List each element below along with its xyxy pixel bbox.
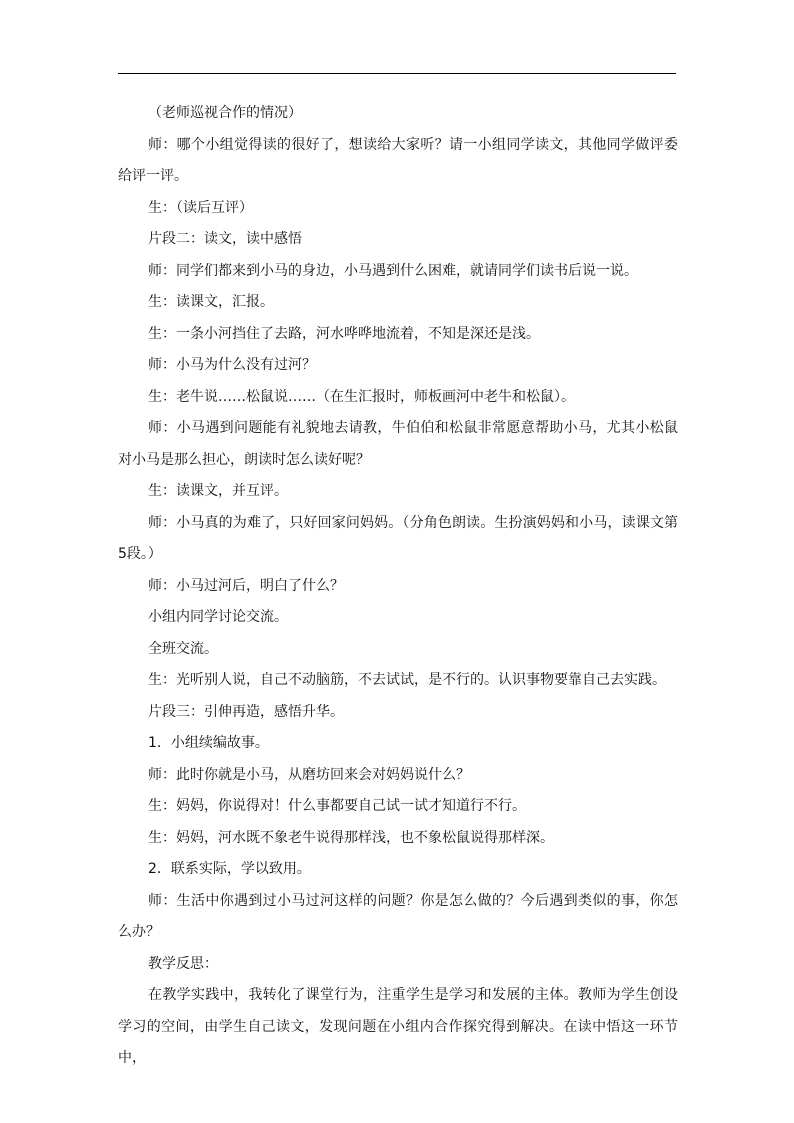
paragraph: 生：老牛说……松鼠说……（在生汇报时，师板画河中老牛和松鼠）。	[148, 388, 575, 405]
paragraph: 生：一条小河挡住了去路，河水哗哗地流着，不知是深还是浅。	[148, 325, 540, 342]
paragraph: 师：此时你就是小马，从磨坊回来会对妈妈说什么？	[148, 766, 470, 783]
paragraph: 全班交流。	[148, 640, 218, 657]
paragraph: 师：哪个小组觉得读的很好了，想读给大家听？请一小组同学读文，其他同学做评委给评一评。	[118, 136, 678, 184]
paragraph: 师：小马过河后，明白了什么？	[148, 577, 344, 594]
paragraph: 师：小马遇到问题能有礼貌地去请教，牛伯伯和松鼠非常愿意帮助小马，尤其小松鼠对小马是那么担心，朗读时怎么读好呢？	[118, 420, 678, 468]
document-body	[118, 98, 678, 1075]
paragraph: 片段三：引伸再造，感悟升华。	[148, 703, 344, 720]
paragraph: 师：小马为什么没有过河？	[148, 357, 316, 373]
paragraph: 生：（读后互评）	[148, 199, 253, 216]
header-rule	[118, 73, 676, 74]
paragraph: 小组内同学讨论交流。	[148, 609, 288, 625]
paragraph: 师：生活中你遇到过小马过河这样的问题？你是怎么做的？今后遇到类似的事，你怎么办？	[118, 892, 678, 940]
paragraph: （老师巡视合作的情况）	[148, 105, 302, 121]
paragraph: 生：读课文，并互评。	[148, 483, 288, 499]
paragraph: 在教学实践中，我转化了课堂行为，注重学生是学习和发展的主体。教师为学生创设学习的空间，由学生自己读文，发现问题在小组内合作探究得到解决。在读中悟这一环节中，	[118, 987, 678, 1066]
paragraph: 教学反思：	[148, 955, 218, 972]
paragraph: 2．联系实际，学以致用。	[148, 861, 311, 877]
paragraph: 生：妈妈，河水既不象老牛说得那样浅，也不象松鼠说得那样深。	[148, 829, 554, 846]
paragraph: 1．小组续编故事。	[148, 735, 269, 751]
paragraph: 师：同学们都来到小马的身边，小马遇到什么困难，就请同学们读书后说一说。	[148, 262, 638, 279]
paragraph: 师：小马真的为难了，只好回家问妈妈。（分角色朗读。生扮演妈妈和小马，读课文第5段。）	[118, 514, 678, 562]
paragraph: 生：光听别人说，自己不动脑筋，不去试试，是不行的。认识事物要靠自己去实践。	[148, 672, 666, 688]
paragraph: 生：读课文，汇报。	[148, 294, 274, 310]
paragraph: 片段二：读文，读中感悟	[148, 231, 302, 247]
paragraph: 生：妈妈，你说得对！什么事都要自己试一试才知道行不行。	[148, 798, 526, 814]
